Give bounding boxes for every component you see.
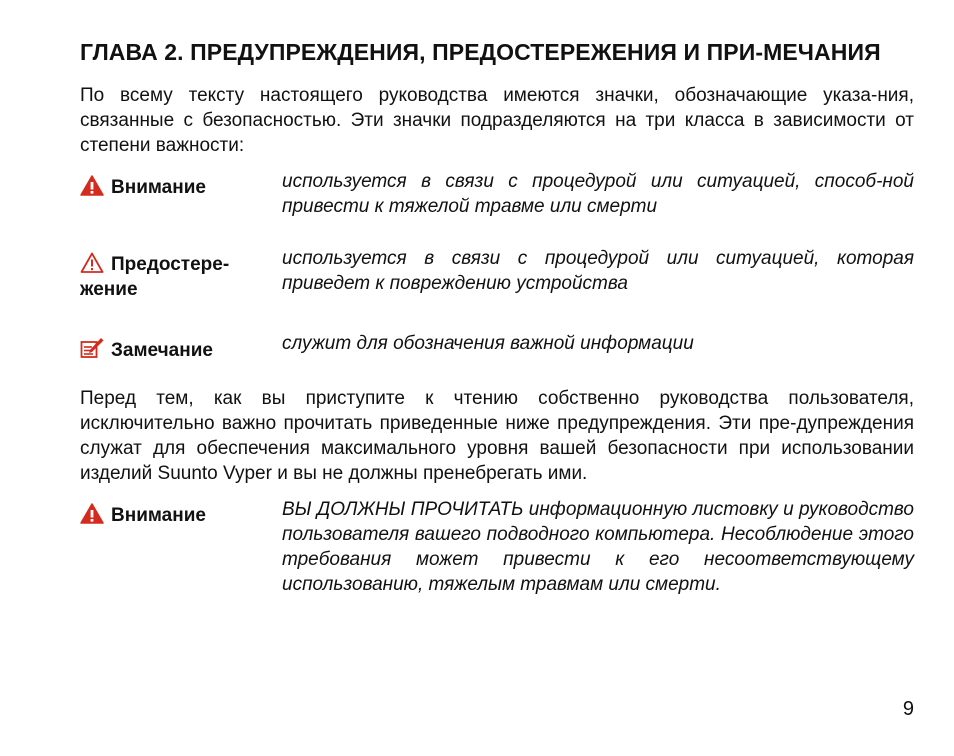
notice-note xyxy=(80,331,914,363)
notice-label-text: Замечание xyxy=(111,340,213,361)
notice-label-text: Внимание xyxy=(111,505,206,526)
notice-warning xyxy=(80,169,914,219)
notice-label xyxy=(80,246,282,302)
notice-label-text: Внимание xyxy=(111,177,206,198)
notice-text: используется в связи с процедурой или ситуацией, которая приведет к повреждению устройства xyxy=(282,248,914,294)
notice-label xyxy=(80,331,282,363)
notice-text: используется в связи с процедурой или ситуацией, способ-ной привести к тяжелой травме или смерти xyxy=(282,171,914,217)
body-paragraph: Перед тем, как вы приступите к чтению собственно руководства пользователя, исключительно важно прочитать приведенные ниже предупреждения. Эти пре-дупреждения служат для обеспечения максимального уровня вашей безопасности при использовании изделий Suunto Vyper и вы не должны пренебрегать ими. xyxy=(80,388,914,484)
notice-label xyxy=(80,497,282,528)
warning-filled-icon xyxy=(80,175,104,196)
chapter-title: ГЛАВА 2. ПРЕДУПРЕЖДЕНИЯ, ПРЕДОСТЕРЕЖЕНИЯ И ПРИ-МЕЧАНИЯ xyxy=(80,39,881,65)
notice-emphasis: ВЫ ДОЛЖНЫ ПРОЧИТАТЬ xyxy=(282,499,524,520)
caution-outline-icon xyxy=(80,252,104,273)
intro-paragraph: По всему тексту настоящего руководства имеются значки, обозначающие указа-ния, связанные с безопасностью. Эти значки подразделяются на три класса в зависимости от степени важности: xyxy=(80,85,914,156)
notice-caution xyxy=(80,246,914,302)
warning-filled-icon xyxy=(80,503,104,524)
notice-body: информационную листовку и руководство пользователя вашего подводного компьютера. Несоблюдение этого требования может привести к его несоответствующему использованию, тяжелым травмам или смерти. xyxy=(282,499,914,595)
manual-page xyxy=(80,38,914,597)
notice-text xyxy=(282,497,914,597)
notice-label-text: Предостере-жение xyxy=(80,254,230,300)
notice-text: служит для обозначения важной информации xyxy=(282,333,694,354)
note-pencil-icon xyxy=(80,337,104,359)
notice-final-warning xyxy=(80,497,914,597)
page-number: 9 xyxy=(902,698,914,720)
notice-label xyxy=(80,169,282,200)
